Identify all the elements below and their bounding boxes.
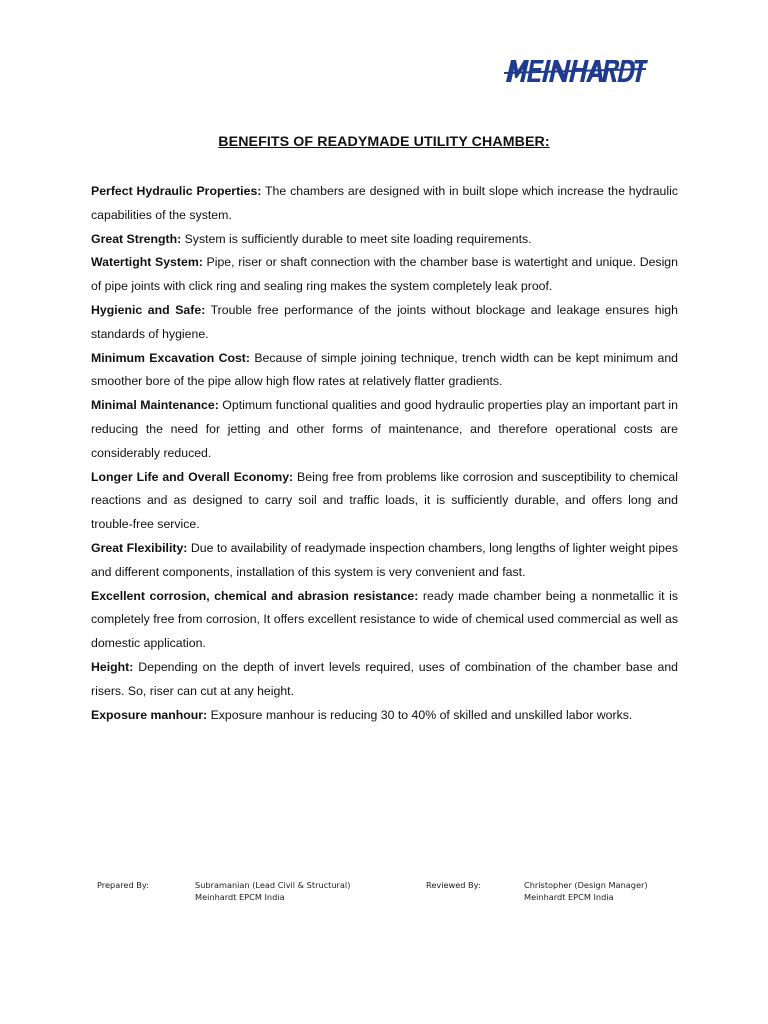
- logo-letter-r: [602, 60, 619, 82]
- benefit-text: ready made chamber being a nonmetallic it is completely free from corrosion, It offers excellent resistance to wide of chemical used commercial as well as domestic application.: [91, 588, 678, 651]
- benefit-manhour: [91, 704, 678, 728]
- logo-letter-h: [569, 60, 589, 82]
- prepared-by-label: Prepared By:: [97, 880, 149, 890]
- meinhardt-logo-icon: [502, 56, 648, 86]
- benefit-watertight: [91, 251, 678, 299]
- benefit-height: [91, 656, 678, 704]
- benefit-strength: [91, 228, 678, 252]
- logo-letter-d: [618, 60, 635, 82]
- reviewed-by-person: [524, 880, 648, 903]
- document-title: BENEFITS OF READYMADE UTILITY CHAMBER:: [218, 134, 550, 150]
- benefit-term: Great Flexibility:: [91, 540, 188, 555]
- benefit-term: Perfect Hydraulic Properties:: [91, 184, 262, 198]
- signature-footer: [0, 880, 768, 920]
- benefit-hydraulic: [91, 180, 678, 228]
- benefit-flexibility: [91, 537, 678, 585]
- benefit-term: Excellent corrosion, chemical and abrasion resistance:: [91, 588, 419, 603]
- benefit-text: The chambers are designed with in built slope which increase the hydraulic capabilities of the system.: [91, 184, 678, 222]
- benefit-term: Exposure manhour:: [91, 707, 208, 722]
- reviewed-by-org: Meinhardt EPCM India: [524, 891, 614, 902]
- benefit-text: Due to availability of readymade inspection chambers, long lengths of lighter weight pipes and different components, installation of this system is very convenient and fast.: [91, 540, 678, 579]
- logo-letter-m: [506, 60, 529, 82]
- benefit-corrosion: [91, 585, 678, 656]
- benefit-term: Minimum Excavation Cost:: [91, 350, 250, 365]
- prepared-by-org: Meinhardt EPCM India: [195, 891, 285, 902]
- benefit-text: Because of simple joining technique, trench width can be kept minimum and smoother bore of the pipe allow high flow rates at relatively flatter gradients.: [91, 350, 678, 389]
- benefit-text: Trouble free performance of the joints without blockage and leakage ensures high standards of hygiene.: [91, 302, 678, 341]
- logo-letter-t: [634, 60, 648, 82]
- benefit-economy: [91, 466, 678, 537]
- benefit-text: Exposure manhour is reducing 30 to 40% of skilled and unskilled labor works.: [207, 707, 633, 722]
- benefit-term: Great Strength:: [91, 231, 182, 246]
- benefits-list: [91, 180, 678, 727]
- prepared-by-person: [195, 880, 350, 903]
- benefit-term: Hygienic and Safe:: [91, 302, 206, 317]
- benefit-term: Longer Life and Overall Economy:: [91, 469, 294, 484]
- benefit-text: Depending on the depth of invert levels required, uses of combination of the chamber base and risers. So, riser can cut at any height.: [91, 659, 678, 698]
- benefit-excavation: [91, 347, 678, 395]
- reviewed-by-name: Christopher (Design Manager): [524, 880, 648, 890]
- reviewed-by-label: Reviewed By:: [426, 880, 481, 890]
- benefit-term: Height:: [91, 659, 134, 674]
- logo-letter-n: [549, 60, 571, 82]
- benefit-text: Being free from problems like corrosion and susceptibility to chemical reactions and as designed to carry soil and traffic loads, it is sufficiently durable, and offers long and trouble-free service.: [91, 469, 678, 532]
- company-logo: [502, 56, 648, 86]
- benefit-hygienic: [91, 299, 678, 347]
- benefit-text: Optimum functional qualities and good hydraulic properties play an important part in reducing the need for jetting and other forms of maintenance, and therefore operational costs are considerably reduced.: [91, 398, 679, 460]
- benefit-maintenance: [91, 394, 678, 465]
- benefit-text: Pipe, riser or shaft connection with the chamber base is watertight and unique. Design of pipe joints with click ring and sealing ring makes the system completely leak proof.: [91, 255, 678, 294]
- benefit-term: Minimal Maintenance:: [91, 398, 219, 413]
- benefit-term: Watertight System:: [91, 255, 203, 270]
- benefit-text: System is sufficiently durable to meet site loading requirements.: [181, 231, 532, 246]
- prepared-by-name: Subramanian (Lead Civil & Structural): [195, 880, 351, 890]
